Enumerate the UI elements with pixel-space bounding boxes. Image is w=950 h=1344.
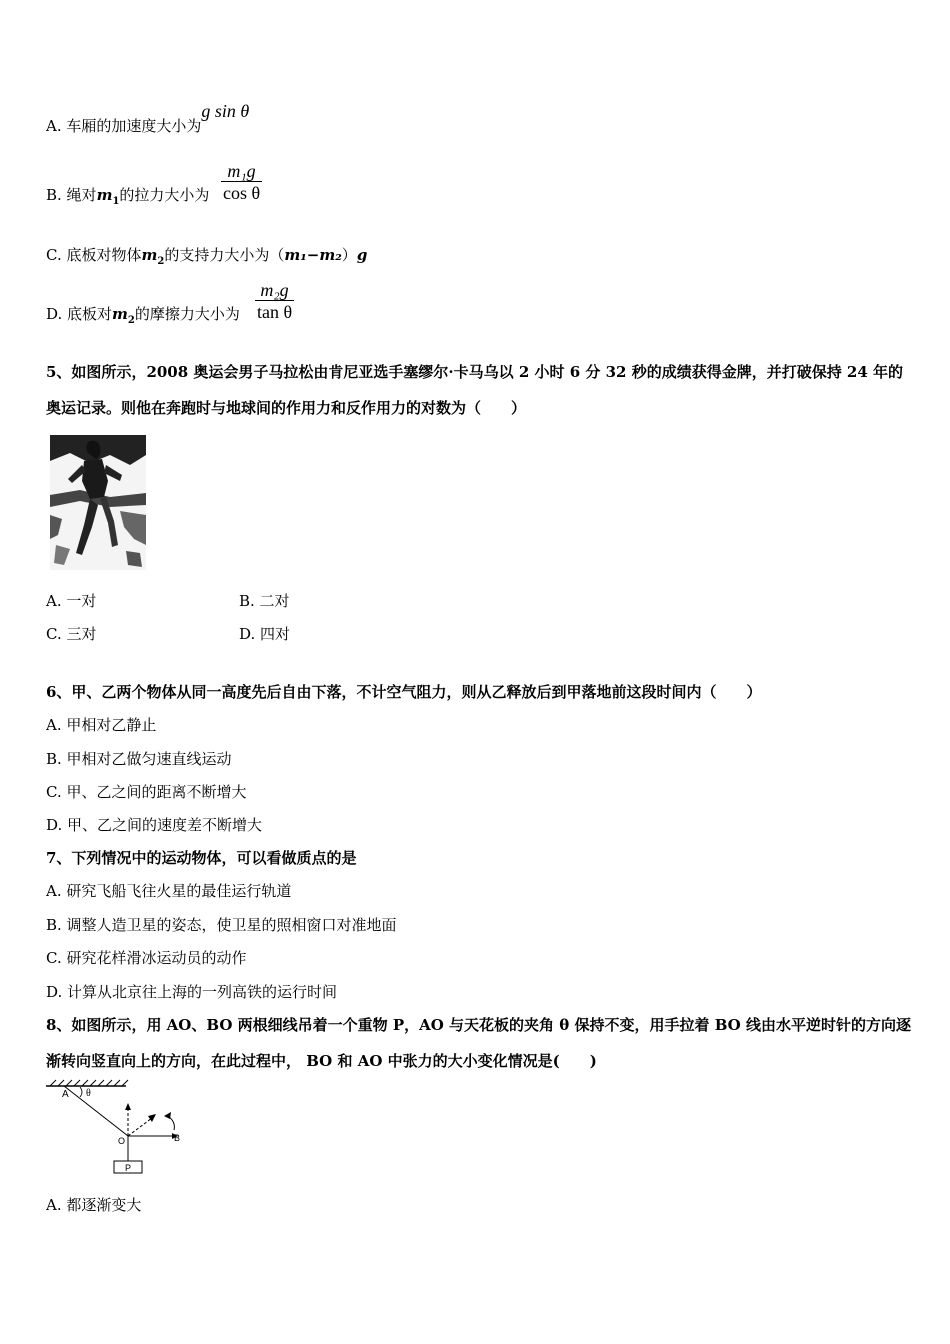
q5-option-c: C. 三对 [46, 625, 97, 643]
q5-stem: 5、如图所示，2008 奥运会男子马拉松由肯尼亚选手塞缪尔·卡马乌以 2 小时 6 分 32 秒的成绩获得金牌，并打破保持 24 年的奥运记录。则他在奔跑时与地球间的作用力和反作用力的对数为（ ） [46, 363, 904, 417]
q4-option-a-text: A. 车厢的加速度大小为 [46, 117, 202, 135]
q4-option-b [46, 185, 209, 212]
q4-option-b-sub: 1 [112, 196, 120, 207]
diagram-label-theta: θ [86, 1088, 91, 1099]
q4-option-d [46, 304, 240, 331]
q4-option-d-fraction [255, 280, 294, 323]
q7-option-d: D. 计算从北京往上海的一列高铁的运行时间 [46, 983, 338, 1001]
force-diagram [40, 1078, 190, 1178]
diagram-label-o: O [118, 1136, 126, 1146]
q4-option-c-sub: 2 [157, 256, 165, 267]
q7-option-b: B. 调整人造卫星的姿态，使卫星的照相窗口对准地面 [46, 916, 397, 934]
diagram-label-a: A [62, 1089, 69, 1100]
q4-option-d-denominator: tan θ [257, 302, 293, 322]
q4-option-c-text2: 的支持力大小为（ [164, 246, 285, 264]
diagram-label-b: B [174, 1133, 181, 1143]
q8-option-a: A. 都逐渐变大 [46, 1196, 142, 1214]
q4-option-b-var: m [96, 186, 113, 204]
q4-option-d-numerator: m₂g [260, 280, 289, 300]
q4-option-c [46, 245, 367, 272]
marathon-runner-photo [50, 435, 146, 570]
q4-option-c-expr: m₁−m₂ [284, 246, 342, 264]
q4-option-d-sub: 2 [127, 315, 135, 326]
q4-option-d-var: m [112, 305, 128, 323]
q5-option-a: A. 一对 [46, 592, 97, 610]
q4-option-c-var: m [141, 246, 158, 264]
q6-stem: 6、甲、乙两个物体从同一高度先后自由下落，不计空气阻力，则从乙释放后到甲落地前这段时间内（ ） [46, 683, 762, 701]
q4-option-d-text: D. 底板对 [46, 305, 113, 323]
q7-stem: 7、下列情况中的运动物体，可以看做质点的是 [46, 849, 357, 867]
q4-option-a [46, 101, 250, 136]
q7-option-c: C. 研究花样滑冰运动员的动作 [46, 949, 247, 967]
q5-option-d: D. 四对 [239, 625, 291, 643]
q6-option-b: B. 甲相对乙做匀速直线运动 [46, 750, 232, 768]
q4-option-c-g: g [356, 246, 368, 264]
q4-option-a-formula: g sin θ [201, 101, 250, 121]
q4-option-b-numerator: m₁g [227, 161, 256, 181]
q6-option-c: C. 甲、乙之间的距离不断增大 [46, 783, 247, 801]
q5-option-b: B. 二对 [239, 592, 290, 610]
diagram-label-p: P [125, 1163, 132, 1173]
q4-option-d-text2: 的摩擦力大小为 [134, 305, 240, 323]
q4-option-b-denominator: cos θ [223, 183, 261, 203]
q4-option-b-text: B. 绳对 [46, 186, 97, 204]
q8-stem: 8、如图所示，用 AO、BO 两根细线吊着一个重物 P，AO 与天花板的夹角 θ 保持不变，用手拉着 BO 线由水平逆时针的方向逐渐转向竖直向上的方向，在此过程中， BO 和 AO 中张力的大小变化情况是( ) [46, 1016, 911, 1070]
q6-option-d: D. 甲、乙之间的速度差不断增大 [46, 816, 263, 834]
q4-option-b-text2: 的拉力大小为 [119, 186, 210, 204]
q6-option-a: A. 甲相对乙静止 [46, 716, 157, 734]
q7-option-a: A. 研究飞船飞往火星的最佳运行轨道 [46, 882, 292, 900]
q4-option-b-fraction [221, 161, 262, 204]
q4-option-c-text3: ） [341, 246, 357, 264]
q4-option-c-text: C. 底板对物体 [46, 246, 142, 264]
